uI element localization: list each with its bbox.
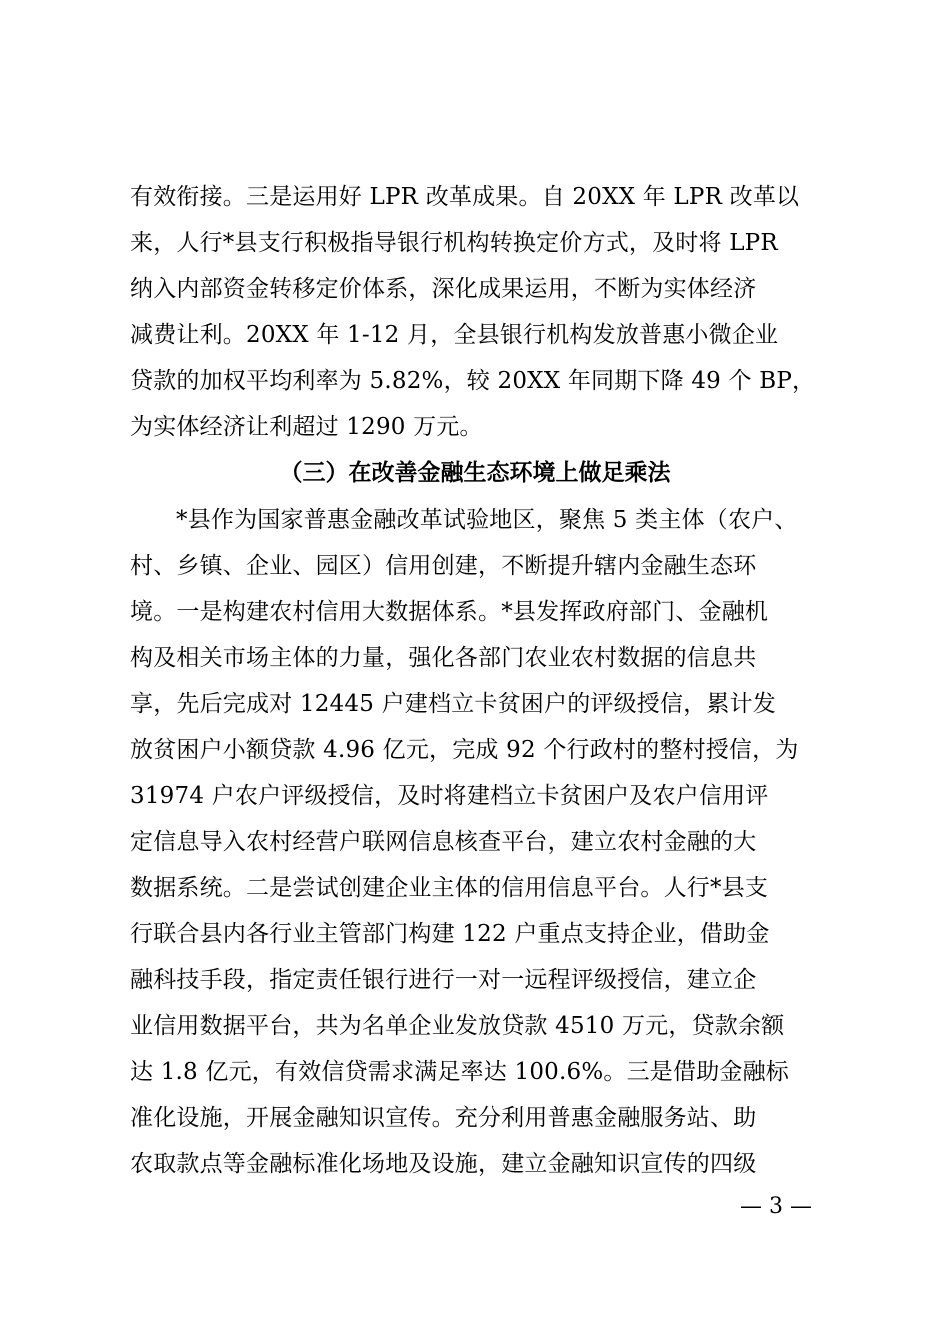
text-line: 有效衔接。三是运用好 LPR 改革成果。自 20XX 年 LPR 改革以 — [130, 184, 800, 210]
text-line: 构及相关市场主体的力量，强化各部门农业农村数据的信息共 — [130, 645, 757, 671]
text-line: 业信用数据平台，共为名单企业发放贷款 4510 万元，贷款余额 — [130, 1013, 785, 1039]
text-line: 来，人行*县支行积极指导银行机构转换定价方式，及时将 LPR — [130, 230, 778, 256]
text-line: 放贫困户小额贷款 4.96 亿元，完成 92 个行政村的整村授信，为 — [130, 737, 799, 763]
text-line: 行联合县内各行业主管部门构建 122 户重点支持企业，借助金 — [130, 921, 770, 947]
text-line: 31974 户农户评级授信，及时将建档立卡贫困户及农户信用评 — [130, 783, 769, 809]
text-line: 减费让利。20XX 年 1-12 月，全县银行机构发放普惠小微企业 — [130, 322, 779, 348]
text-line: 融科技手段，指定责任银行进行一对一远程评级授信，建立企 — [130, 967, 757, 993]
text-line: 为实体经济让利超过 1290 万元。 — [130, 414, 483, 440]
text-line: 纳入内部资金转移定价体系，深化成果运用，不断为实体经济 — [130, 276, 757, 302]
text-line: 数据系统。二是尝试创建企业主体的信用信息平台。人行*县支 — [130, 875, 769, 901]
text-line: 享，先后完成对 12445 户建档立卡贫困户的评级授信，累计发 — [130, 691, 776, 717]
section-heading: （三）在改善金融生态环境上做足乘法 — [279, 459, 671, 486]
text-line: 境。一是构建农村信用大数据体系。*县发挥政府部门、金融机 — [130, 599, 769, 625]
text-line: 准化设施，开展金融知识宣传。充分利用普惠金融服务站、助 — [130, 1105, 757, 1131]
text-line: 定信息导入农村经营户联网信息核查平台，建立农村金融的大 — [130, 829, 757, 855]
text-line: 达 1.8 亿元，有效信贷需求满足率达 100.6%。三是借助金融标 — [130, 1059, 790, 1085]
text-line: 农取款点等金融标准化场地及设施，建立金融知识宣传的四级 — [130, 1151, 757, 1177]
text-line: 贷款的加权平均利率为 5.82%，较 20XX 年同期下降 49 个 BP， — [130, 368, 816, 394]
text-line: *县作为国家普惠金融改革试验地区，聚焦 5 类主体（农户、 — [176, 507, 798, 533]
page-number: — 3 — — [740, 1194, 812, 1219]
text-line: 村、乡镇、企业、园区）信用创建，不断提升辖内金融生态环 — [130, 553, 757, 579]
